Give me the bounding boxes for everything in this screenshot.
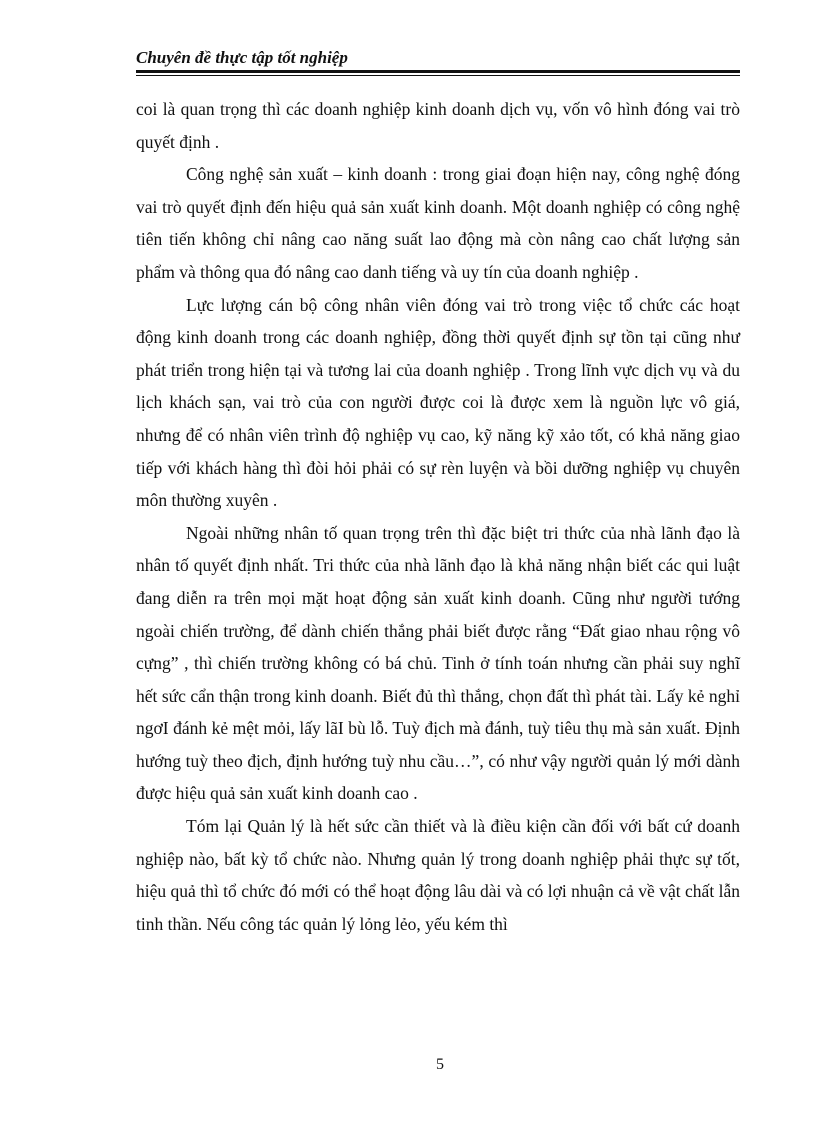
paragraph-leadership: Ngoài những nhân tố quan trọng trên thì đặc biệt tri thức của nhà lãnh đạo là nhân tố quyết định nhất. Tri thức của nhà lãnh đạo là khả năng nhận biết các qui luật đang diễn ra trên mọi mặt hoạt động sản xuất kinh doanh. Cũng như người tướng ngoài chiến trường, để dành chiến thắng phải biết được rằng “Đất giao nhau rộng vô cựng” , thì chiến trường không có bá chủ. Tinh ở tính toán nhưng cần phải suy nghĩ hết sức cẩn thận trong kinh doanh. Biết đủ thì thắng, chọn đất thì phát tài. Lấy kẻ nghỉ ngơI đánh kẻ mệt mỏi, lấy lãI bù lỗ. Tuỳ địch mà đánh, tuỳ tiêu thụ mà sản xuất. Định hướng tuỳ theo địch, định hướng tuỳ nhu cầu…”, có như vậy người quản lý mới dành được hiệu quả sản xuất kinh doanh cao . [136, 522, 740, 804]
paragraph-conclusion: Tóm lại Quản lý là hết sức cần thiết và là điều kiện cần đối với bất cứ doanh nghiệp nào, bất kỳ tổ chức nào. Nhưng quản lý trong doanh nghiệp phải thực sự tốt, hiệu quả thì tổ chức đó mới có thể hoạt động lâu dài và có lợi nhuận cả về vật chất lẫn tinh thần. Nếu công tác quản lý lỏng lẻo, yếu kém thì [136, 816, 740, 934]
paragraph-continuation: coi là quan trọng thì các doanh nghiệp kinh doanh dịch vụ, vốn vô hình đóng vai trò quyết định . [136, 99, 740, 152]
header-rule-thick [136, 70, 740, 73]
body-text [136, 93, 740, 940]
paragraph-workforce: Lực lượng cán bộ công nhân viên đóng vai trò trong việc tổ chức các hoạt động kinh doanh trong các doanh nghiệp, đồng thời quyết định sự tồn tại cũng như phát triển trong hiện tại và tương lai của doanh nghiệp . Trong lĩnh vực dịch vụ và du lịch khách sạn, vai trò của con người được coi là được xem là nguồn lực vô giá, nhưng để có nhân viên trình độ nghiệp vụ cao, kỹ năng kỹ xảo tốt, có khả năng giao tiếp với khách hàng thì đòi hỏi phải có sự rèn luyện và bồi dưỡng nghiệp vụ chuyên môn thường xuyên . [136, 294, 740, 511]
header-rule-thin [136, 75, 740, 76]
header-title: Chuyên đề thực tập tốt nghiệp [136, 48, 348, 67]
page-number: 5 [436, 1056, 444, 1073]
page-header [136, 48, 740, 68]
paragraph-technology: Công nghệ sản xuất – kinh doanh : trong giai đoạn hiện nay, công nghệ đóng vai trò quyết định đến hiệu quả sản xuất kinh doanh. Một doanh nghiệp có công nghệ tiên tiến không chỉ nâng cao năng suất lao động mà còn nâng cao chất lượng sản phẩm và thông qua đó nâng cao danh tiếng và uy tín của doanh nghiệp . [136, 164, 740, 282]
